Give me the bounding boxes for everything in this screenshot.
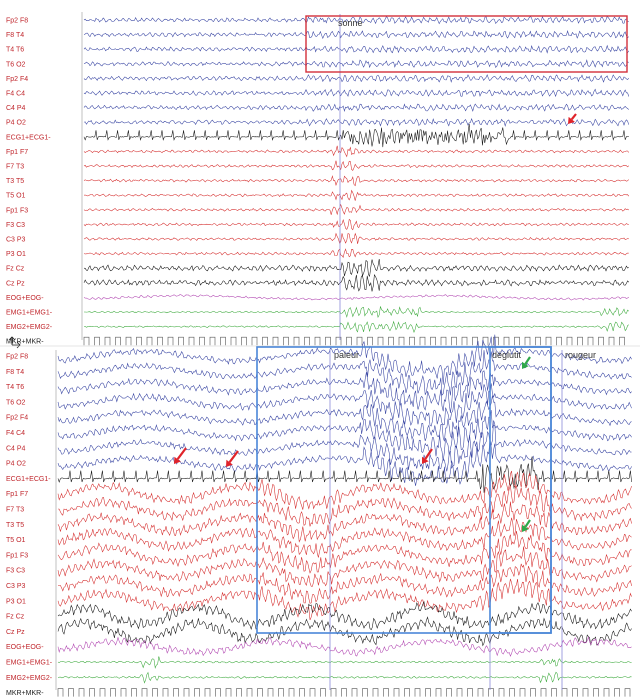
channel-trace: [84, 60, 629, 67]
top-channel-f3-c3: [6, 219, 629, 229]
channel-label: F3 C3: [6, 221, 26, 229]
channel-trace: [58, 502, 632, 542]
top-channel-fz-cz: [6, 259, 629, 276]
eeg-panel-bottom: [6, 335, 632, 697]
bottom-channel-p3-o1: [6, 579, 632, 620]
channel-label: F4 C4: [6, 90, 26, 98]
channel-label: P4 O2: [6, 460, 26, 468]
channel-label: C3 P3: [6, 583, 26, 590]
annotation-overlays: [174, 114, 576, 532]
channel-label: Fz Cz: [6, 265, 25, 273]
channel-label: T3 T5: [6, 521, 25, 529]
top-channel-eog-eog: [6, 295, 629, 302]
channel-trace: [58, 518, 632, 558]
channel-label: ECG1+ECG1-: [6, 134, 51, 142]
channel-trace: [84, 124, 629, 147]
top-channel-ecg1-ecg1: [6, 124, 629, 147]
bottom-channel-f7-t3: [6, 486, 632, 527]
top-channel-fp1-f3: [6, 205, 629, 215]
channel-trace: [84, 306, 629, 317]
channel-label: F8 T4: [6, 32, 25, 40]
channel-label: MKR+MKR-: [6, 338, 44, 346]
eeg-panel-top: [0, 12, 640, 348]
channel-label: T3 T5: [6, 178, 25, 186]
channel-label: T5 O1: [6, 537, 26, 545]
top-channel-fp2-f8: [6, 16, 629, 24]
channel-label: Fp1 F7: [6, 491, 29, 499]
bottom-channel-t4-t6: [6, 368, 632, 413]
top-channel-c3-p3: [6, 233, 629, 244]
bottom-channel-t5-o1: [6, 518, 632, 558]
channel-trace: [84, 275, 629, 292]
channel-label: Fp2 F4: [6, 75, 29, 83]
bottom-channel-fp1-f3: [6, 531, 632, 573]
channel-trace: [84, 46, 629, 53]
channel-trace: [84, 119, 629, 126]
channel-trace: [58, 689, 630, 697]
bottom-channel-emg1-emg1: [6, 656, 632, 668]
bottom-channel-fp2-f8: [6, 335, 632, 385]
channel-trace: [84, 146, 629, 157]
top-channel-emg2-emg2: [6, 322, 629, 333]
bottom-channel-t6-o2: [6, 383, 632, 426]
channel-label: P4 O2: [6, 119, 26, 127]
channel-label: Fp1 F3: [6, 207, 29, 215]
channel-label: Cz Pz: [6, 628, 25, 636]
bottom-channel-ecg1-ecg1: [6, 457, 632, 493]
top-channel-fp1-f7: [6, 146, 629, 157]
annotation-rougeur: rougeur: [565, 350, 597, 360]
top-channel-f8-t4: [6, 31, 629, 39]
top-channel-t6-o2: [6, 60, 629, 68]
channel-trace: [84, 161, 629, 171]
channel-label: Fp1 F3: [6, 552, 29, 560]
bottom-channel-mkr-mkr: [6, 689, 630, 698]
channel-label: Fp2 F8: [6, 17, 29, 25]
channel-trace: [84, 176, 629, 186]
channel-trace: [58, 383, 632, 426]
channel-label: T6 O2: [6, 61, 26, 69]
top-channel-mkr-mkr: [6, 337, 625, 346]
channel-trace: [84, 219, 629, 229]
top-channel-f7-t3: [6, 161, 629, 171]
top-channel-p4-o2: [6, 119, 629, 127]
channel-label: T6 O2: [6, 399, 26, 407]
channel-label: T5 O1: [6, 192, 26, 200]
channel-trace: [58, 547, 632, 587]
channel-trace: [84, 249, 629, 257]
channel-label: F7 T3: [6, 506, 25, 514]
red-arrow-icon: [568, 114, 576, 124]
top-channel-fp2-f4: [6, 75, 629, 83]
channel-label: EOG+EOG-: [6, 644, 44, 652]
channel-label: Fp1 F7: [6, 148, 29, 156]
annotation-deglutit: déglutit: [492, 350, 522, 360]
top-channel-t5-o1: [6, 191, 629, 201]
annotation-sonne: sonne: [338, 18, 363, 28]
red-arrow-icon: [174, 448, 186, 464]
channel-trace: [58, 531, 632, 573]
channel-label: F3 C3: [6, 567, 26, 575]
channel-trace: [84, 89, 629, 96]
bottom-channel-p4-o2: [6, 439, 632, 486]
bottom-channel-f8-t4: [6, 350, 632, 395]
bottom-channel-cz-pz: [6, 617, 632, 645]
channel-trace: [58, 471, 632, 510]
channel-label: C4 P4: [6, 105, 26, 113]
channel-label: F8 T4: [6, 368, 25, 376]
bottom-channel-emg2-emg2: [6, 672, 632, 683]
channel-trace: [84, 205, 629, 215]
channel-trace: [84, 75, 629, 82]
channel-trace: [58, 602, 632, 630]
channel-label: P3 O1: [6, 598, 26, 606]
channel-trace: [58, 395, 632, 441]
channel-trace: [84, 259, 629, 276]
channel-label: MKR+MKR-: [6, 690, 44, 698]
top-channel-emg1-emg1: [6, 306, 629, 317]
channel-label: EMG2+EMG2-: [6, 674, 53, 682]
channel-label: EOG+EOG-: [6, 294, 44, 302]
channel-trace: [84, 104, 629, 111]
channel-label: Fz Cz: [6, 613, 25, 621]
channel-trace: [58, 637, 632, 656]
green-arrow-icon: [522, 357, 530, 369]
top-channel-c4-p4: [6, 104, 629, 112]
top-channel-t3-t5: [6, 176, 629, 186]
channel-trace: [84, 191, 629, 201]
bottom-channel-c4-p4: [6, 421, 632, 472]
channel-label: EMG1+EMG1-: [6, 309, 53, 317]
channel-trace: [58, 410, 632, 461]
channel-trace: [58, 421, 632, 472]
channel-label: C4 P4: [6, 445, 26, 453]
channel-label: C3 P3: [6, 236, 26, 244]
channel-trace: [58, 656, 632, 668]
channel-label: F7 T3: [6, 163, 25, 171]
bottom-channel-eog-eog: [6, 637, 632, 656]
channel-label: T4 T6: [6, 46, 25, 54]
channel-label: P3 O1: [6, 251, 26, 259]
channel-label: ECG1+ECG1-: [6, 475, 51, 483]
channel-label: EMG1+EMG1-: [6, 659, 53, 667]
channel-trace: [58, 457, 632, 493]
channel-label: Fp2 F8: [6, 353, 29, 361]
top-channel-f4-c4: [6, 89, 629, 97]
top-channel-p3-o1: [6, 249, 629, 258]
channel-trace: [84, 233, 629, 244]
channel-label: Cz Pz: [6, 280, 25, 288]
channel-label: T4 T6: [6, 384, 25, 392]
top-channel-t4-t6: [6, 46, 629, 54]
channel-trace: [58, 371, 632, 413]
channel-trace: [58, 486, 632, 527]
top-channel-cz-pz: [6, 275, 629, 292]
green-arrow-icon: [522, 520, 530, 532]
channel-label: Fp2 F4: [6, 414, 29, 422]
channel-trace: [84, 322, 629, 333]
channel-trace: [84, 337, 625, 345]
channel-trace: [84, 31, 629, 38]
channel-label: EMG2+EMG2-: [6, 324, 53, 332]
channel-trace: [58, 672, 632, 683]
channel-label: F4 C4: [6, 430, 26, 437]
annotation-paleur: paleur: [334, 350, 360, 360]
channel-trace: [84, 295, 629, 301]
